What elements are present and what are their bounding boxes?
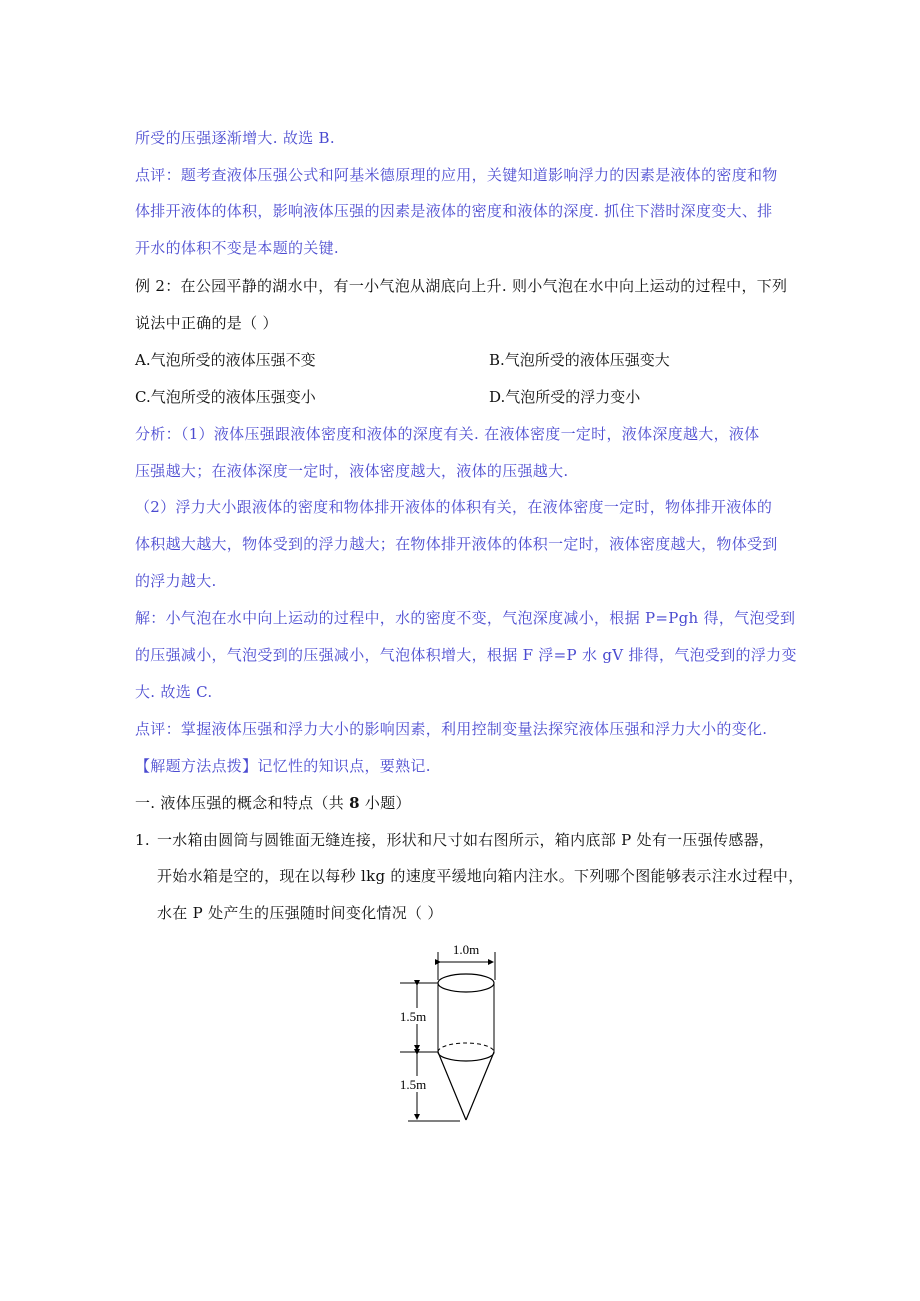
cone-height-label: 1.5m [400,1077,427,1092]
analysis-line-4: 体积越大越大，物体受到的浮力越大；在物体排开液体的体积一定时，液体密度越大，物体受到 [135,535,778,553]
section-heading [135,793,411,813]
review-line-2: 体排开液体的体积，影响液体压强的因素是液体的密度和液体的深度. 抓住下潜时深度变大、排 [135,202,773,220]
water-tank-figure [400,940,530,1125]
example2-line-2: 说法中正确的是（ ） [135,314,278,332]
solution-line-1: 解：小气泡在水中向上运动的过程中，水的密度不变，气泡深度减小，根据 P=Pgh 得，气泡受到 [135,609,796,627]
question1-line-1: 一水箱由圆筒与圆锥面无缝连接，形状和尺寸如右图所示，箱内底部 P 处有一压强传感器， [157,831,775,849]
section-suffix: 小题） [359,794,411,812]
review-line-1: 点评：题考查液体压强公式和阿基米德原理的应用，关键知道影响浮力的因素是液体的密度和物 [135,166,778,184]
question1-number: 1. [135,831,150,849]
method-tip: 【解题方法点拨】记忆性的知识点，要熟记. [135,757,431,775]
example2-line-1: 例 2：在公园平静的湖水中，有一小气泡从湖底向上升. 则小气泡在水中向上运动的过程中，下列 [135,277,788,295]
section-prefix: 一. 液体压强的概念和特点（共 [135,794,350,812]
review-line-3: 开水的体积不变是本题的关键. [135,239,339,257]
analysis-line-1: 分析：（1）液体压强跟液体密度和液体的深度有关. 在液体密度一定时，液体深度越大，液体 [135,425,760,443]
solution-line-2: 的压强减小，气泡受到的压强减小，气泡体积增大，根据 F 浮=P 水 gV 排得，气泡受到的浮力变 [135,646,797,664]
question1-line-2: 开始水箱是空的，现在以每秒 lkg 的速度平缓地向箱内注水。下列哪个图能够表示注水过程中， [157,867,804,885]
review2: 点评：掌握液体压强和浮力大小的影响因素，利用控制变量法探究液体压强和浮力大小的变化. [135,720,768,738]
previous-conclusion: 所受的压强逐渐增大. 故选 B. [135,129,335,147]
analysis-line-5: 的浮力越大. [135,572,217,590]
analysis-line-3: （2）浮力大小跟液体的密度和物体排开液体的体积有关，在液体密度一定时，物体排开液体的 [135,498,773,516]
option-d: D.气泡所受的浮力变小 [489,388,641,406]
section-count: 8 [349,794,360,812]
option-c: C.气泡所受的液体压强变小 [135,388,316,406]
width-label: 1.0m [452,942,480,957]
cylinder-height-label: 1.5m [400,1009,427,1024]
analysis-line-2: 压强越大；在液体深度一定时，液体密度越大，液体的压强越大. [135,462,569,480]
option-b: B.气泡所受的液体压强变大 [489,351,670,369]
question1-line-3: 水在 P 处产生的压强随时间变化情况（ ） [157,904,443,922]
option-a: A.气泡所受的液体压强不变 [135,351,316,369]
solution-line-3: 大. 故选 C. [135,683,213,701]
